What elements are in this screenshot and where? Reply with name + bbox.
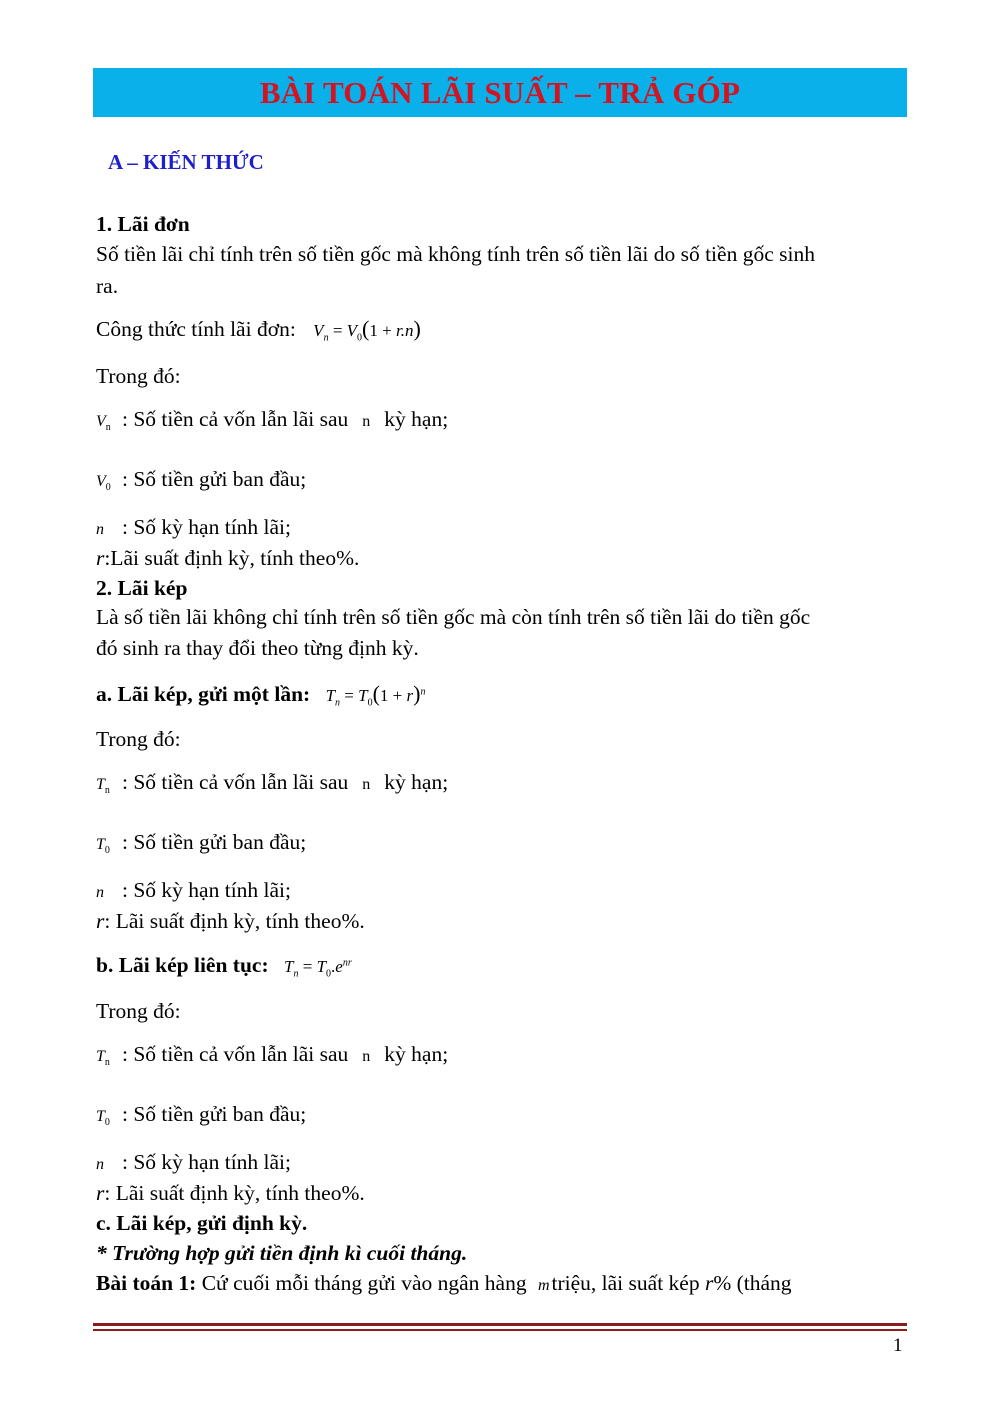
symbol-n: n (362, 413, 371, 430)
compound-a-n-line (96, 880, 291, 902)
symbol-n: n (362, 776, 371, 793)
symbol-n-italic: n (96, 521, 104, 538)
compound-b-tn-line (96, 1044, 448, 1068)
symbol-t0: $T_0$ (96, 1108, 110, 1129)
simple-v0-text: : Số tiền gửi ban đầu; (122, 467, 307, 491)
problem-1-label: Bài toán 1: (96, 1271, 197, 1295)
compound-b-t0-text: : Số tiền gửi ban đầu; (122, 1102, 307, 1126)
symbol-t0: $T_0$ (96, 836, 110, 857)
compound-desc-line1: Là số tiền lãi không chỉ tính trên số tiền gốc mà còn tính trên số tiền lãi do tiền gốc (96, 605, 811, 629)
compound-b-r-text: : Lãi suất định kỳ, tính theo%. (104, 1181, 365, 1205)
section-heading-a: A – KIẾN THỨC (108, 150, 264, 174)
symbol-r: r (96, 546, 105, 570)
compound-b-heading: b. Lãi kép liên tục: (96, 953, 269, 977)
symbol-tn: $T_n$ (96, 1048, 110, 1069)
problem-1-line (96, 1273, 792, 1295)
symbol-r: r (96, 1181, 105, 1205)
simple-vn-line (96, 409, 448, 433)
title-banner (93, 68, 907, 117)
case-heading: * Trường hợp gửi tiền định kì cuối tháng. (96, 1241, 468, 1265)
symbol-n-italic: n (96, 1156, 104, 1173)
compound-a-formula: $T_n = T_0(1 + r)^n$ (325, 681, 426, 709)
compound-a-line (96, 683, 425, 708)
footer-rule-thin (93, 1329, 907, 1331)
compound-a-t0-text: : Số tiền gửi ban đầu; (122, 830, 307, 854)
heading-simple-interest: 1. Lãi đơn (96, 212, 190, 236)
simple-vn-tail: kỳ hạn; (384, 407, 449, 431)
compound-b-t0-line (96, 1104, 306, 1128)
compound-a-r-text: : Lãi suất định kỳ, tính theo%. (104, 909, 365, 933)
simple-formula-label: Công thức tính lãi đơn: (96, 317, 296, 341)
symbol-vn: $V_n$ (96, 413, 111, 434)
compound-a-tn-line (96, 772, 448, 796)
compound-b-where: Trong đó: (96, 999, 181, 1023)
simple-n-line (96, 517, 291, 539)
heading-compound-interest: 2. Lãi kép (96, 576, 188, 600)
simple-formula: $V_n = V_0(1 + r.n)$ (313, 316, 421, 344)
compound-a-tn-text: : Số tiền cả vốn lẫn lãi sau (122, 770, 349, 794)
problem-1-text1: Cứ cuối mỗi tháng gửi vào ngân hàng (201, 1271, 527, 1295)
compound-c-heading: c. Lãi kép, gửi định kỳ. (96, 1211, 308, 1235)
symbol-r: r (96, 909, 105, 933)
page-number: 1 (893, 1335, 903, 1356)
problem-1-text3: % (tháng (713, 1271, 792, 1295)
simple-formula-line (96, 318, 421, 343)
simple-r-text: :Lãi suất định kỳ, tính theo%. (104, 546, 360, 570)
compound-b-tn-tail: kỳ hạn; (384, 1042, 449, 1066)
compound-desc-line2: đó sinh ra thay đổi theo từng định kỳ. (96, 636, 419, 660)
compound-a-r-line (96, 911, 365, 933)
compound-a-where: Trong đó: (96, 727, 181, 751)
simple-where: Trong đó: (96, 364, 181, 388)
simple-n-text: : Số kỳ hạn tính lãi; (122, 515, 292, 539)
compound-b-formula: $T_n = T_0.e^{nr}$ (284, 957, 352, 980)
simple-v0-line (96, 469, 306, 493)
symbol-n-italic: n (96, 884, 104, 901)
compound-b-n-line (96, 1152, 291, 1174)
compound-b-n-text: : Số kỳ hạn tính lãi; (122, 1150, 292, 1174)
simple-desc-line1: Số tiền lãi chỉ tính trên số tiền gốc mà không tính trên số tiền lãi do số tiền gốc sinh (96, 242, 815, 266)
compound-b-line (96, 955, 352, 979)
symbol-v0: $V_0$ (96, 473, 111, 494)
compound-a-heading: a. Lãi kép, gửi một lần: (96, 682, 311, 706)
symbol-tn: $T_n$ (96, 776, 110, 797)
simple-vn-text: : Số tiền cả vốn lẫn lãi sau (122, 407, 349, 431)
symbol-n: n (362, 1048, 371, 1065)
symbol-r: r (704, 1271, 714, 1295)
compound-a-n-text: : Số kỳ hạn tính lãi; (122, 878, 292, 902)
page-title: BÀI TOÁN LÃI SUẤT – TRẢ GÓP (259, 74, 741, 110)
simple-r-line (96, 548, 359, 570)
problem-1-text2: triệu, lãi suất kép (551, 1271, 700, 1295)
compound-a-tn-tail: kỳ hạn; (384, 770, 449, 794)
compound-a-t0-line (96, 832, 306, 856)
symbol-m: m (537, 1277, 550, 1294)
compound-b-r-line (96, 1183, 365, 1205)
footer-rule-thick (93, 1323, 907, 1326)
simple-desc-line2: ra. (96, 274, 119, 298)
compound-b-tn-text: : Số tiền cả vốn lẫn lãi sau (122, 1042, 349, 1066)
